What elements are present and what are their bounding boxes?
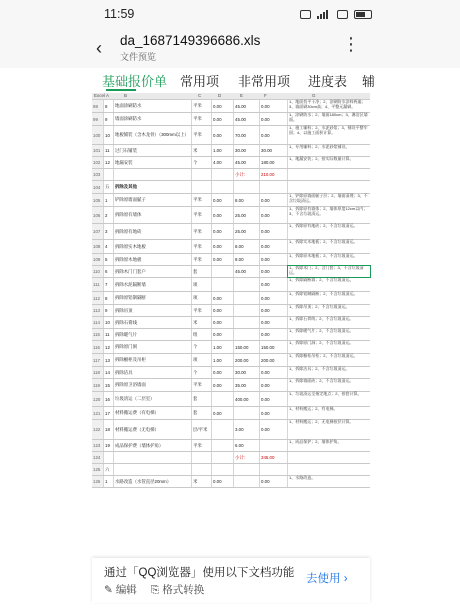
cell-price[interactable]: 6.00 (234, 440, 260, 451)
table-row[interactable] (92, 392, 370, 407)
cell-item-name[interactable] (114, 464, 192, 475)
cell-note[interactable] (288, 169, 370, 180)
row-number[interactable]: 100 (92, 126, 104, 144)
cell-price[interactable]: 小计: (234, 452, 260, 463)
cell-note[interactable]: 1、拆除石膏线；2、不含垃圾清运。 (289, 316, 354, 321)
cell-item-name[interactable] (114, 452, 192, 463)
cell-unit[interactable]: 个 (192, 367, 212, 378)
cell-total[interactable]: 0.00 (260, 254, 288, 265)
convert-icon: ⎘ (150, 584, 160, 596)
cell-unit[interactable]: 个 (192, 341, 212, 353)
cell-total[interactable]: 0.00 (260, 113, 288, 125)
battery-icon (354, 10, 372, 19)
cell-unit[interactable]: 平米 (192, 207, 212, 223)
cell-index[interactable]: 6 (104, 266, 114, 277)
table-row[interactable] (92, 207, 370, 224)
file-subtitle: 文件预览 (120, 52, 157, 62)
column-header-label: B (124, 93, 128, 98)
cell-total[interactable]: 0.00 (260, 476, 288, 487)
cell-index[interactable]: 14 (104, 367, 114, 378)
tab-common-items[interactable]: 常用项 (180, 74, 220, 89)
cell-price[interactable]: 200.00 (234, 354, 260, 366)
back-arrow-icon[interactable]: ‹ (96, 38, 102, 58)
cell-price[interactable]: 30.00 (234, 145, 260, 156)
cell-unit[interactable] (192, 452, 212, 463)
cell-note[interactable] (288, 452, 370, 463)
cell-item-name[interactable]: 材料搬运费（有电梯） (114, 407, 192, 419)
cell-unit[interactable]: 层/平米 (192, 420, 212, 439)
cell-note[interactable] (288, 181, 370, 193)
row-number[interactable]: 121 (92, 407, 104, 419)
tab-basic-quote[interactable]: 基础报价单 (102, 74, 168, 89)
cell-note[interactable]: 1、拆除原木地板；2、不含垃圾清运。 (289, 253, 358, 258)
cell-quantity[interactable]: 0.00 (212, 379, 234, 391)
cell-unit[interactable]: 平米 (192, 305, 212, 316)
row-number[interactable]: 115 (92, 329, 104, 340)
more-options-icon[interactable]: ⋮ (342, 34, 361, 54)
cell-item-name[interactable]: 拆除原实木地板 (114, 240, 192, 253)
row-number[interactable]: 126 (92, 476, 104, 487)
table-row[interactable] (92, 476, 370, 488)
row-number[interactable]: 125 (92, 464, 104, 475)
cell-item-name[interactable]: 拆除原有地砖 (114, 224, 192, 239)
cell-price[interactable] (234, 476, 260, 487)
cell-quantity[interactable]: 4.00 (212, 157, 234, 168)
cell-quantity[interactable] (212, 392, 234, 406)
cell-price[interactable]: 35.00 (234, 379, 260, 391)
cell-unit[interactable]: 组 (192, 329, 212, 340)
cell-price[interactable] (234, 317, 260, 328)
cell-item-name[interactable]: 拆除暖气片 (114, 329, 192, 340)
cell-total[interactable]: 0.00 (260, 305, 288, 316)
cell-item-name[interactable]: 拆除石膏线 (114, 317, 192, 328)
column-header-label: C (198, 93, 202, 98)
banner-text: 通过「QQ浏览器」使用以下文档功能 (104, 567, 295, 579)
cell-price[interactable] (234, 329, 260, 340)
row-number[interactable]: 108 (92, 240, 104, 253)
cell-unit[interactable]: 米 (192, 145, 212, 156)
cell-unit[interactable]: 平米 (192, 113, 212, 125)
cell-index[interactable]: 五 (104, 181, 114, 193)
signal-icon (317, 9, 331, 19)
cell-note[interactable]: 1、拆除木门；2、含门套；3、不含垃圾清运。 (288, 266, 370, 277)
cell-unit[interactable]: 平米 (192, 254, 212, 265)
cell-item-name[interactable]: 铲除原墙面腻子 (114, 194, 192, 206)
cell-price[interactable] (234, 464, 260, 475)
table-row[interactable] (92, 240, 370, 254)
cell-quantity[interactable] (212, 420, 234, 439)
cell-total[interactable] (260, 464, 288, 475)
cell-index[interactable]: 4 (104, 240, 114, 253)
convert-action[interactable] (151, 582, 204, 597)
cell-index[interactable]: 1 (104, 194, 114, 206)
cell-total[interactable] (260, 440, 288, 451)
sim-icon (337, 10, 348, 19)
cell-quantity[interactable] (212, 464, 234, 475)
cell-unit[interactable]: 项 (192, 354, 212, 366)
cell-total[interactable]: 0.00 (260, 407, 288, 419)
cell-item-name[interactable] (114, 169, 192, 180)
cell-note[interactable]: 1、水路改造。 (289, 475, 316, 480)
row-number[interactable]: 122 (92, 420, 104, 439)
cell-item-name[interactable]: 过门石铺装 (114, 145, 192, 156)
cell-quantity[interactable]: 0.00 (212, 407, 234, 419)
cell-unit[interactable]: 平米 (192, 440, 212, 451)
cell-unit[interactable]: 项 (192, 292, 212, 304)
cell-index[interactable]: 10 (104, 126, 114, 144)
cell-index[interactable]: 17 (104, 407, 114, 419)
cell-unit[interactable]: 平米 (192, 100, 212, 112)
cell-index[interactable]: 12 (104, 157, 114, 168)
cell-unit[interactable] (192, 181, 212, 193)
cell-price[interactable]: 400.00 (234, 392, 260, 406)
cell-note[interactable]: 1、拆除铝制隔断；2、不含垃圾清运。 (289, 291, 358, 296)
cell-quantity[interactable]: 0.00 (212, 367, 234, 378)
cell-unit[interactable]: 套 (192, 266, 212, 277)
cell-price[interactable] (234, 181, 260, 193)
cell-note[interactable]: 1、拆除原有地砖；2、不含垃圾清运。 (289, 223, 358, 228)
cell-price[interactable]: 3.00 (234, 420, 260, 439)
cell-total[interactable]: 0.00 (260, 207, 288, 223)
cell-unit[interactable] (192, 169, 212, 180)
cell-index[interactable]: 1 (104, 476, 114, 487)
cell-quantity[interactable]: 0.00 (212, 292, 234, 304)
column-header-label: Excel (94, 93, 106, 98)
status-bar (0, 0, 460, 28)
status-icons (300, 8, 372, 20)
cell-total[interactable]: 180.00 (260, 157, 288, 168)
cell-quantity[interactable]: 0.00 (212, 100, 234, 112)
row-number[interactable]: 111 (92, 278, 104, 291)
tab-more[interactable]: 辅 (362, 74, 376, 89)
cell-item-name[interactable]: 水路改造（水管直径20mm） (114, 476, 192, 487)
cell-price[interactable]: 30.00 (234, 367, 260, 378)
cell-note[interactable]: 1、拆除橱柜吊柜；2、不含垃圾清运。 (289, 353, 358, 358)
row-number[interactable]: 119 (92, 379, 104, 391)
cell-note[interactable]: 1、成品保护；2、墙体护角。 (289, 439, 342, 444)
cell-total[interactable]: 0.00 (260, 292, 288, 304)
cell-price[interactable]: 8.00 (234, 240, 260, 253)
cell-note[interactable]: 1、拆除暖气片；2、不含垃圾清运。 (289, 328, 354, 333)
cell-index[interactable]: 10 (104, 317, 114, 328)
cell-note[interactable]: 1、涂刷防水；2、墙面180cm；3、淋浴区墙面。 (289, 112, 368, 122)
cell-quantity[interactable] (212, 440, 234, 451)
cell-index[interactable]: 12 (104, 341, 114, 353)
cell-total[interactable]: 0.00 (260, 240, 288, 253)
cell-unit[interactable]: 平米 (192, 379, 212, 391)
cell-unit[interactable] (192, 464, 212, 475)
table-row[interactable] (92, 169, 370, 181)
row-number[interactable]: 123 (92, 440, 104, 451)
spreadsheet-view[interactable] (92, 93, 370, 579)
cell-item-name[interactable]: 拆除洁具 (114, 367, 192, 378)
cell-note[interactable]: 1、拆除隔断墙；2、不含垃圾清运。 (289, 277, 354, 282)
cell-item-name[interactable]: 拆除原铝制隔断 (114, 292, 192, 304)
cell-total[interactable]: 0.00 (260, 224, 288, 239)
cell-quantity[interactable]: 0.00 (212, 224, 234, 239)
cell-item-name[interactable]: 拆除及其他 (114, 181, 192, 193)
cell-total[interactable]: 0.00 (260, 278, 288, 291)
convert-label: 格式转换 (162, 584, 205, 596)
row-number[interactable]: 99 (92, 113, 104, 125)
cell-total[interactable]: 0.00 (260, 194, 288, 206)
cell-price[interactable]: 25.00 (234, 224, 260, 239)
table-row[interactable] (92, 420, 370, 440)
file-header (0, 28, 460, 68)
cell-total[interactable]: 0.00 (260, 329, 288, 340)
cell-price[interactable]: 45.00 (234, 100, 260, 112)
cell-unit[interactable]: 米 (192, 317, 212, 328)
cell-price[interactable]: 45.00 (234, 157, 260, 168)
cell-note[interactable]: 1、拆除墙面砖；2、不含垃圾清运。 (289, 378, 354, 383)
cell-note[interactable]: 1、地漏安装；2、按实际数量计算。 (289, 156, 354, 161)
cell-index[interactable] (104, 169, 114, 180)
cell-quantity[interactable]: 0.00 (212, 305, 234, 316)
tab-uncommon-items[interactable]: 非常用项 (238, 74, 291, 89)
cell-item-name[interactable]: 拆除原有墙体 (114, 207, 192, 223)
cell-item-name[interactable]: 成品保护费（墙体护角） (114, 440, 192, 451)
cell-price[interactable] (234, 407, 260, 419)
row-number[interactable]: 113 (92, 305, 104, 316)
row-number[interactable]: 105 (92, 194, 104, 206)
sheet-tabs (92, 68, 376, 92)
cell-item-name[interactable]: 拆除吊顶 (114, 305, 192, 316)
table-row[interactable] (92, 126, 370, 145)
row-number[interactable]: 110 (92, 266, 104, 277)
cell-note[interactable]: 1、拆除原门洞；2、不含垃圾清运。 (289, 340, 354, 345)
cell-price[interactable]: 150.00 (234, 341, 260, 353)
status-time: 11:59 (104, 7, 135, 21)
cell-index[interactable]: 3 (104, 224, 114, 239)
row-number[interactable]: 106 (92, 207, 104, 223)
cell-quantity[interactable]: 0.00 (212, 317, 234, 328)
cell-index[interactable]: 15 (104, 379, 114, 391)
cell-item-name[interactable]: 地板铺装（含木龙骨）（300mm以上） (114, 126, 192, 144)
row-number[interactable]: 124 (92, 452, 104, 463)
tab-progress[interactable]: 进度表 (308, 74, 348, 89)
row-number[interactable]: 120 (92, 392, 104, 406)
row-number[interactable]: 98 (92, 100, 104, 112)
column-header-label: F (264, 93, 267, 98)
cell-total[interactable]: 0.00 (260, 100, 288, 112)
cell-total[interactable]: 0.00 (260, 420, 288, 439)
cell-index[interactable]: 18 (104, 420, 114, 439)
row-number[interactable]: 112 (92, 292, 104, 304)
notification-icon (300, 10, 311, 19)
cell-note[interactable]: 1、拆除洁具；2、不含垃圾清运。 (289, 366, 350, 371)
cell-quantity[interactable] (212, 278, 234, 291)
cell-note[interactable]: 1、垃圾清运至指定地点；2、按套计算。 (289, 391, 362, 396)
cell-quantity[interactable]: 1.00 (212, 145, 234, 156)
cell-note[interactable]: 1、铲除原墙面腻子层；2、墙面清理；3、不含垃圾清运。 (289, 193, 368, 203)
cell-quantity[interactable] (212, 266, 234, 277)
cell-index[interactable]: 9 (104, 305, 114, 316)
cell-total[interactable]: 210.00 (260, 169, 288, 180)
cell-index[interactable]: 2 (104, 207, 114, 223)
cell-price[interactable]: 45.00 (234, 266, 260, 277)
cell-note[interactable]: 1、材料搬运；2、有电梯。 (289, 406, 338, 411)
cell-quantity[interactable]: 0.00 (212, 207, 234, 223)
cell-total[interactable]: 0.00 (260, 367, 288, 378)
cell-quantity[interactable] (212, 181, 234, 193)
file-name: da_1687149396686.xls (120, 33, 261, 48)
table-row[interactable] (92, 452, 370, 464)
active-tab-indicator (106, 89, 136, 91)
cell-total[interactable]: 150.00 (260, 341, 288, 353)
cell-note[interactable]: 1、施工辅料；2、水泥砂浆；3、铺设平整牢固；4、以施工面积计算。 (289, 125, 368, 135)
edit-action[interactable] (104, 582, 137, 597)
cell-index[interactable]: 六 (104, 464, 114, 475)
cell-index[interactable]: 8 (104, 100, 114, 112)
row-number[interactable]: 117 (92, 354, 104, 366)
row-number[interactable]: 109 (92, 254, 104, 265)
row-number[interactable]: 118 (92, 367, 104, 378)
cell-price[interactable] (234, 305, 260, 316)
cell-note[interactable]: 1、材料搬运；2、无电梯按层计算。 (289, 419, 354, 424)
cell-total[interactable]: 30.00 (260, 145, 288, 156)
column-header-label: D (218, 93, 222, 98)
row-number[interactable]: 104 (92, 181, 104, 193)
cell-index[interactable]: 8 (104, 292, 114, 304)
cell-price[interactable]: 8.00 (234, 194, 260, 206)
edit-label: 编辑 (115, 584, 137, 596)
cell-price[interactable]: 45.00 (234, 113, 260, 125)
table-row[interactable] (92, 440, 370, 452)
table-row[interactable] (92, 157, 370, 169)
cell-price[interactable] (234, 278, 260, 291)
cell-item-name[interactable]: 地漏安装 (114, 157, 192, 168)
cell-item-name[interactable]: 垃圾清运（二层室） (114, 392, 192, 406)
cell-unit[interactable]: 套 (192, 392, 212, 406)
cell-unit[interactable]: 套 (192, 407, 212, 419)
cell-unit[interactable]: 平米 (192, 224, 212, 239)
column-header-label: G (312, 93, 316, 98)
cell-price[interactable]: 8.00 (234, 254, 260, 265)
cell-index[interactable]: 7 (104, 278, 114, 291)
cell-quantity[interactable] (212, 169, 234, 180)
column-header-label: A (106, 93, 110, 98)
cell-item-name[interactable]: 拆除水泥隔断墙 (114, 278, 192, 291)
cell-note[interactable]: 1、拆除吊顶；2、不含垃圾清运。 (289, 304, 350, 309)
cell-price[interactable]: 25.00 (234, 207, 260, 223)
cell-item-name[interactable]: 拆除原卫浴墙面 (114, 379, 192, 391)
qq-browser-banner (92, 558, 370, 603)
cell-item-name[interactable]: 墙面涂刷防水 (114, 113, 192, 125)
cell-index[interactable] (104, 452, 114, 463)
cell-quantity[interactable]: 0.00 (212, 240, 234, 253)
row-number[interactable]: 103 (92, 169, 104, 180)
cell-item-name[interactable]: 材料搬运费（无电梯） (114, 420, 192, 439)
cell-quantity[interactable]: 1.00 (212, 354, 234, 366)
row-number[interactable]: 101 (92, 145, 104, 156)
open-in-qq-button[interactable]: 去使用 › (306, 573, 348, 585)
table-row[interactable] (92, 464, 370, 476)
cell-quantity[interactable]: 0.00 (212, 126, 234, 144)
cell-quantity[interactable]: 0.00 (212, 254, 234, 265)
cell-index[interactable]: 16 (104, 392, 114, 406)
cell-total[interactable]: 0.00 (260, 392, 288, 406)
cell-quantity[interactable]: 0.00 (212, 476, 234, 487)
edit-icon: ✎ (104, 584, 113, 596)
cell-index[interactable]: 13 (104, 354, 114, 366)
row-number[interactable]: 107 (92, 224, 104, 239)
cell-index[interactable]: 19 (104, 440, 114, 451)
cell-quantity[interactable]: 0.00 (212, 194, 234, 206)
cell-item-name[interactable]: 地面涂刷防水 (114, 100, 192, 112)
row-number[interactable]: 116 (92, 341, 104, 353)
cell-unit[interactable]: 米 (192, 476, 212, 487)
cell-total[interactable]: 200.00 (260, 354, 288, 366)
cell-note[interactable]: 1、地面找平干净；2、涂刷防水涂料两遍；3、墙面刷30cm高；4、平整无漏刷。 (289, 99, 366, 109)
cell-quantity[interactable] (212, 452, 234, 463)
cell-note[interactable] (288, 464, 370, 475)
cell-quantity[interactable]: 1.00 (212, 341, 234, 353)
cell-price[interactable]: 70.00 (234, 126, 260, 144)
cell-unit[interactable]: 平米 (192, 240, 212, 253)
table-row[interactable] (92, 278, 370, 292)
cell-note[interactable]: 1、拆除实木地板；2、不含垃圾清运。 (289, 239, 358, 244)
cell-item-name[interactable]: 拆除木门门套户 (114, 266, 192, 277)
cell-quantity[interactable]: 0.00 (212, 113, 234, 125)
cell-index[interactable]: 11 (104, 145, 114, 156)
cell-note[interactable]: 1、拆除原有墙体；2、墙体厚度12cm以内；3、不含垃圾清运。 (289, 206, 368, 216)
cell-total[interactable]: 345.00 (260, 452, 288, 463)
cell-total[interactable]: 0.00 (260, 317, 288, 328)
cell-total[interactable]: 0.00 (260, 126, 288, 144)
cell-total[interactable] (260, 181, 288, 193)
cell-unit[interactable]: 个 (192, 157, 212, 168)
cell-total[interactable]: 0.00 (260, 379, 288, 391)
cell-note[interactable]: 1、专用辅料；2、水泥砂浆铺设。 (289, 144, 350, 149)
cell-unit[interactable]: 项 (192, 278, 212, 291)
row-number[interactable]: 114 (92, 317, 104, 328)
cell-index[interactable]: 5 (104, 254, 114, 265)
cell-price[interactable]: 小计: (234, 169, 260, 180)
row-number[interactable]: 102 (92, 157, 104, 168)
cell-item-name[interactable]: 拆除橱柜及吊柜 (114, 354, 192, 366)
column-header-label: E (240, 93, 244, 98)
cell-total[interactable]: 0.00 (260, 266, 288, 277)
cell-quantity[interactable]: 0.00 (212, 329, 234, 340)
cell-index[interactable]: 11 (104, 329, 114, 340)
table-row[interactable] (92, 224, 370, 240)
cell-price[interactable] (234, 292, 260, 304)
cell-index[interactable]: 9 (104, 113, 114, 125)
cell-unit[interactable]: 平米 (192, 194, 212, 206)
cell-item-name[interactable]: 拆除原门洞 (114, 341, 192, 353)
cell-item-name[interactable]: 拆除原木地板 (114, 254, 192, 265)
cell-unit[interactable]: 平米 (192, 126, 212, 144)
